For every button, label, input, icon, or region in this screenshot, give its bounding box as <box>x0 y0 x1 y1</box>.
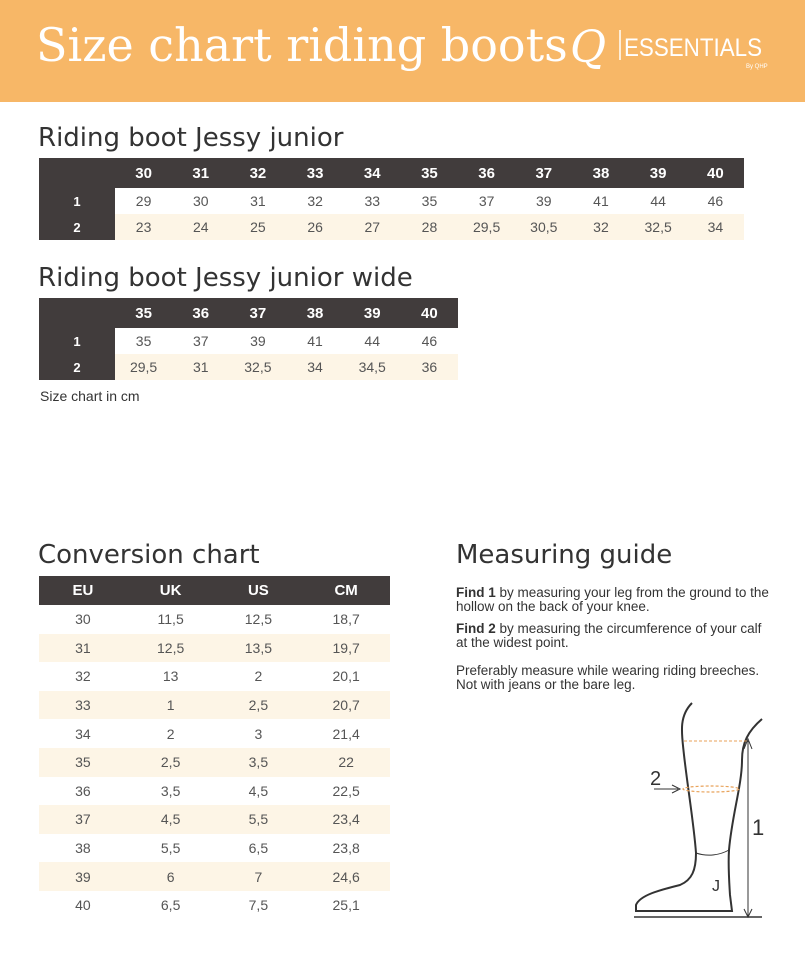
size-header: 39 <box>630 158 687 188</box>
row-label: 1 <box>39 188 115 214</box>
table-cell: 24 <box>172 214 229 240</box>
table-cell: 46 <box>687 188 744 214</box>
size-header: 40 <box>687 158 744 188</box>
size-header: 31 <box>172 158 229 188</box>
table-cell: 4,5 <box>248 782 269 799</box>
size-header: 40 <box>401 298 458 328</box>
table-cell: 4,5 <box>127 805 215 834</box>
table-cell: 30 <box>172 188 229 214</box>
size-header: 32 <box>229 158 286 188</box>
column-header: UK <box>127 576 215 605</box>
corner-cell <box>39 158 115 188</box>
size-header: 36 <box>172 298 229 328</box>
table-cell: 20,7 <box>302 691 390 720</box>
guide-title: Measuring guide <box>456 540 673 570</box>
guide-step-1 <box>456 586 776 614</box>
size-header: 35 <box>115 298 172 328</box>
table-cell: 36 <box>401 354 458 380</box>
table-cell: 25,1 <box>332 897 360 914</box>
table-cell: 32,5 <box>229 354 286 380</box>
table-cell: 32 <box>572 214 629 240</box>
table-cell: 39 <box>515 188 572 214</box>
table-row <box>39 862 390 891</box>
table-cell: 24,6 <box>302 862 390 891</box>
size-table-jessy-junior-wide <box>39 298 458 380</box>
table-cell: 44 <box>344 328 401 354</box>
table-cell: 41 <box>572 188 629 214</box>
conversion-table <box>39 576 390 920</box>
table-cell: 13,5 <box>215 634 303 663</box>
table-cell: 40 <box>75 897 91 914</box>
size-header: 34 <box>344 158 401 188</box>
measure-1-label: 1 <box>752 815 765 840</box>
table-row <box>39 834 390 863</box>
table-cell: 2 <box>254 668 263 685</box>
guide-step-2-label: Find 2 <box>456 621 496 636</box>
table-cell: 34 <box>286 354 343 380</box>
table-cell: 6 <box>127 862 215 891</box>
table-cell: 35 <box>115 328 172 354</box>
table-cell: 33 <box>39 691 127 720</box>
table-cell: 39 <box>229 328 286 354</box>
size-header: 33 <box>287 158 344 188</box>
size-header: 38 <box>286 298 343 328</box>
table-cell: 30 <box>75 611 91 628</box>
table-cell: 32 <box>287 188 344 214</box>
table-cell: 2 <box>166 725 175 742</box>
table-cell: 34 <box>687 214 744 240</box>
table-cell: 2,5 <box>215 691 303 720</box>
table-cell: 2,5 <box>127 748 215 777</box>
column-header: EU <box>39 576 127 605</box>
logo-letter: Q <box>570 26 607 72</box>
table-row <box>39 188 744 214</box>
table-cell: 6,5 <box>248 840 269 857</box>
size-header: 38 <box>572 158 629 188</box>
table-cell: 22 <box>302 748 390 777</box>
table-cell: 23,8 <box>332 840 360 857</box>
table-row <box>39 662 390 691</box>
table-cell: 19,7 <box>302 634 390 663</box>
table-cell: 46 <box>401 328 458 354</box>
size-header: 36 <box>458 158 515 188</box>
boot-brand-mark: J <box>712 878 720 895</box>
table-cell: 36 <box>75 782 91 799</box>
table-cell: 6,5 <box>160 897 181 914</box>
table-cell: 22,5 <box>332 782 360 799</box>
column-header: CM <box>302 576 390 605</box>
table-cell: 23 <box>115 214 172 240</box>
conversion-title: Conversion chart <box>38 540 260 570</box>
table-cell: 44 <box>630 188 687 214</box>
table-cell: 29,5 <box>458 214 515 240</box>
table-row <box>39 214 744 240</box>
table-cell: 30,5 <box>515 214 572 240</box>
logo-sub: By QHP <box>746 64 768 70</box>
size-note: Size chart in cm <box>40 388 140 404</box>
header-banner <box>0 0 805 102</box>
guide-tip: Preferably measure while wearing riding breeches. Not with jeans or the bare leg. <box>456 663 760 692</box>
table-cell: 34,5 <box>344 354 401 380</box>
table-cell: 11,5 <box>157 611 184 628</box>
table-cell: 7,5 <box>248 897 269 914</box>
measure-2-label: 2 <box>650 768 662 790</box>
table-cell: 21,4 <box>332 725 360 742</box>
table-row <box>39 777 390 806</box>
table-row <box>39 328 458 354</box>
table-cell: 38 <box>75 840 91 857</box>
table-cell: 12,5 <box>244 611 272 628</box>
table-cell: 3,5 <box>215 748 303 777</box>
table-cell: 31 <box>172 354 229 380</box>
table-row <box>39 354 458 380</box>
guide-step-1-text: by measuring your leg from the ground to the hollow on the back of your knee. <box>456 585 769 614</box>
size-header: 37 <box>229 298 286 328</box>
column-header: US <box>215 576 303 605</box>
table-row <box>39 719 390 748</box>
brand-logo <box>568 26 773 72</box>
table-cell: 35 <box>39 748 127 777</box>
table2-title: Riding boot Jessy junior wide <box>38 263 413 293</box>
table-cell: 31 <box>39 634 127 663</box>
table-cell: 37 <box>458 188 515 214</box>
page-title: Size chart riding boots <box>36 18 568 72</box>
size-table-jessy-junior <box>39 158 744 240</box>
table-row <box>39 605 390 634</box>
guide-step-2 <box>456 622 776 650</box>
table-cell: 32 <box>75 668 91 685</box>
table-cell: 18,7 <box>332 611 360 628</box>
table-cell: 25 <box>229 214 286 240</box>
table-cell: 3 <box>254 725 263 742</box>
table-cell: 32,5 <box>630 214 687 240</box>
row-label: 1 <box>39 328 115 354</box>
table-cell: 12,5 <box>127 634 215 663</box>
table-row <box>39 891 390 920</box>
leg-outline <box>636 703 765 911</box>
size-header: 39 <box>344 298 401 328</box>
table-cell: 41 <box>286 328 343 354</box>
table-cell: 39 <box>39 862 127 891</box>
table-cell: 37 <box>39 805 127 834</box>
row-label: 2 <box>39 354 115 380</box>
size-header: 37 <box>515 158 572 188</box>
table-cell: 26 <box>287 214 344 240</box>
table-cell: 28 <box>401 214 458 240</box>
table-cell: 5,5 <box>215 805 303 834</box>
table-cell: 3,5 <box>160 782 181 799</box>
table-cell: 23,4 <box>302 805 390 834</box>
table-cell: 7 <box>215 862 303 891</box>
table-row <box>39 634 390 663</box>
table-cell: 29,5 <box>115 354 172 380</box>
table-row <box>39 691 390 720</box>
size-header: 35 <box>401 158 458 188</box>
table-cell: 27 <box>344 214 401 240</box>
table-cell: 37 <box>172 328 229 354</box>
size-header: 30 <box>115 158 172 188</box>
row-label: 2 <box>39 214 115 240</box>
table-cell: 20,1 <box>332 668 360 685</box>
guide-step-2-text: by measuring the circumference of your calf at the widest point. <box>456 621 762 650</box>
table-cell: 1 <box>127 691 215 720</box>
table-row <box>39 748 390 777</box>
guide-step-1-label: Find 1 <box>456 585 496 600</box>
table-cell: 35 <box>401 188 458 214</box>
table-row <box>39 805 390 834</box>
corner-cell <box>39 298 115 328</box>
table-cell: 33 <box>344 188 401 214</box>
table1-title: Riding boot Jessy junior <box>38 123 344 153</box>
table-cell: 29 <box>115 188 172 214</box>
table-cell: 34 <box>75 725 91 742</box>
table-cell: 5,5 <box>160 840 181 857</box>
logo-text: ESSENTIALS <box>624 34 762 62</box>
table-cell: 13 <box>162 668 179 685</box>
leg-measure-diagram <box>630 695 780 925</box>
table-cell: 31 <box>229 188 286 214</box>
